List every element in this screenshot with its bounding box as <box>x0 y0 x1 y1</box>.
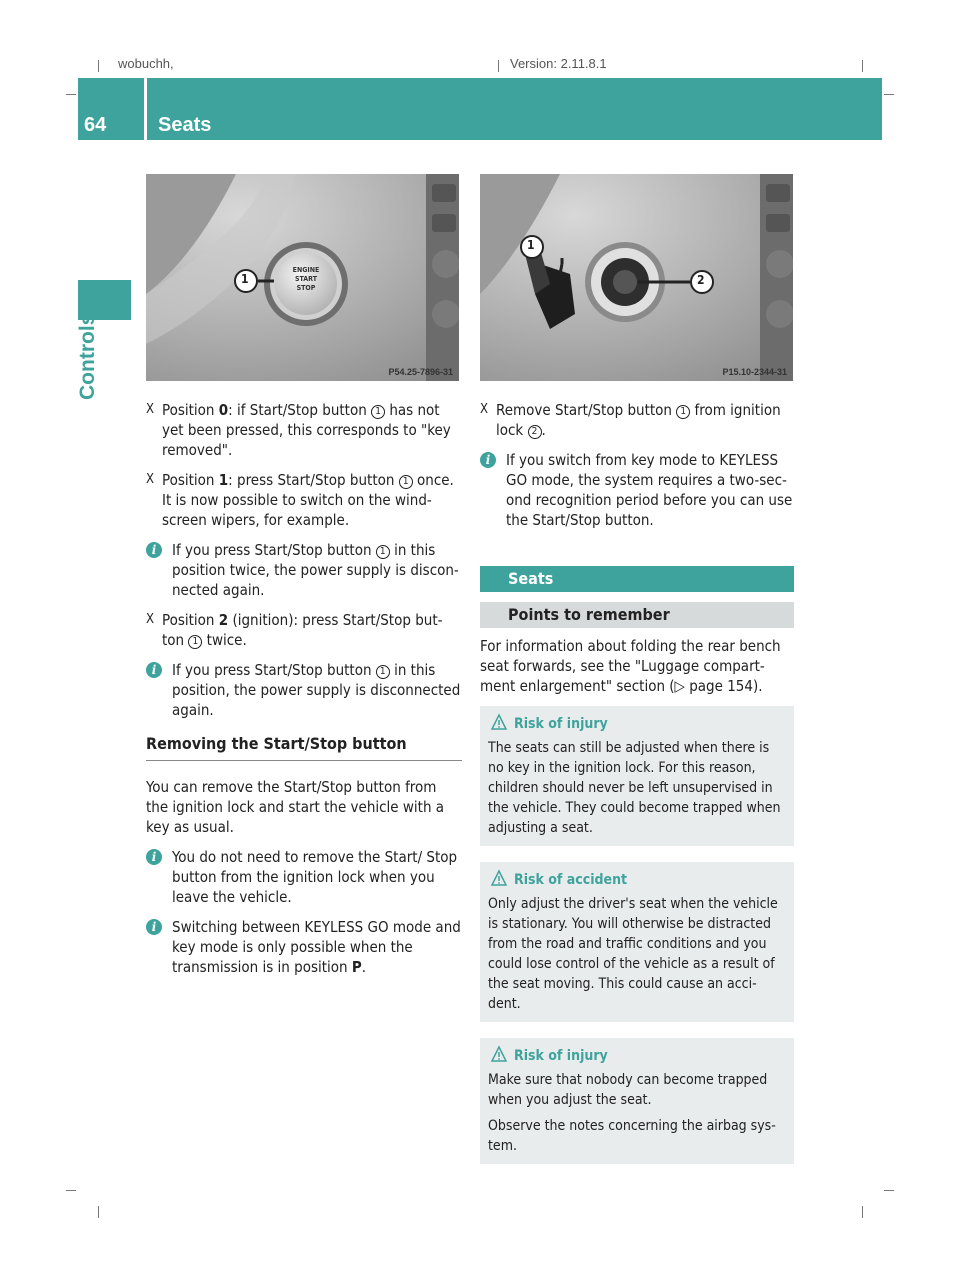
text: If you press Start/Stop button <box>172 661 376 679</box>
ignition-lock-photo <box>480 174 793 381</box>
text: . <box>361 958 367 976</box>
info-icon: i <box>146 849 162 865</box>
text: : press Start/Stop button <box>228 471 399 489</box>
callout-1-icon: 1 <box>371 405 385 419</box>
crop-mark <box>98 1206 99 1218</box>
text: If you switch from key mode to KEYLESS GO mode, the system requires a two-sec-ond recognition period before you can use the Start/Stop button. <box>506 451 793 529</box>
button-text-line: START <box>295 275 317 283</box>
right-column <box>480 400 794 1180</box>
photo-label-2: 2 <box>697 273 705 287</box>
warning-title-text: Risk of injury <box>514 716 608 732</box>
subsection-heading: Points to remember <box>480 602 794 628</box>
text: Remove Start/Stop button <box>496 401 677 419</box>
warning-title-text: Risk of accident <box>514 872 628 888</box>
crop-mark <box>862 60 863 72</box>
callout-1-icon: 1 <box>188 635 202 649</box>
info-icon: i <box>146 542 162 558</box>
callout-2-icon: 2 <box>528 425 542 439</box>
bold-text: P <box>351 958 362 976</box>
bullet-x-icon: X <box>146 472 155 487</box>
page-number: 64 <box>84 114 107 136</box>
warning-triangle-icon <box>490 713 508 731</box>
text: It is now possible to switch on the wind-screen wipers, for example. <box>162 491 432 529</box>
info-note <box>146 540 462 600</box>
info-icon: i <box>146 662 162 678</box>
text: from ignition lock <box>496 401 781 439</box>
text: twice. <box>202 631 247 649</box>
header-divider <box>144 78 147 140</box>
warning-text: Observe the notes concerning the airbag sys-tem. <box>488 1118 776 1154</box>
subheading: Removing the Start/Stop button <box>146 734 462 761</box>
left-column <box>146 400 462 987</box>
photo-code: P54.25-7896-31 <box>388 367 453 377</box>
bold-text: 2 <box>218 611 229 629</box>
instruction-step <box>146 400 462 460</box>
crop-mark <box>66 94 76 95</box>
callout-1-icon: 1 <box>399 475 413 489</box>
text: once. <box>412 471 454 489</box>
info-note <box>146 847 462 907</box>
crop-mark <box>884 94 894 95</box>
callout-1-icon: 1 <box>376 665 390 679</box>
warning-title <box>488 1046 786 1066</box>
bullet-x-icon: X <box>480 402 489 417</box>
instruction-step <box>480 400 794 440</box>
text: Position <box>162 401 219 419</box>
info-note <box>146 660 462 720</box>
crop-mark <box>66 1190 76 1191</box>
text: : if Start/Stop button <box>228 401 372 419</box>
paragraph: For information about folding the rear bench seat forwards, see the "Luggage compart-ment enlargement" section (▷ page 154). <box>480 637 781 695</box>
text: in this position, the power supply is disconnected again. <box>172 661 461 719</box>
start-stop-button-text <box>289 266 323 293</box>
start-stop-button-photo <box>146 174 459 381</box>
bullet-x-icon: X <box>146 612 155 627</box>
info-icon: i <box>480 452 496 468</box>
info-icon: i <box>146 919 162 935</box>
text: If you press Start/Stop button <box>172 541 376 559</box>
crop-mark <box>98 60 99 72</box>
callout-1-icon: 1 <box>676 405 690 419</box>
info-note <box>480 450 794 530</box>
meta-left: wobuchh, <box>118 56 174 71</box>
button-text-line: ENGINE <box>292 266 320 274</box>
section-heading-seats: Seats <box>480 566 794 592</box>
warning-triangle-icon <box>490 869 508 887</box>
instruction-step <box>146 610 462 650</box>
bold-text: 1 <box>218 471 229 489</box>
info-note <box>146 917 462 977</box>
crop-mark <box>498 60 499 72</box>
warning-text: The seats can still be adjusted when there is no key in the ignition lock. For this reason, children should never be left unsupervised in the vehicle. They could become trapped when adjusting a seat. <box>488 740 781 836</box>
warning-title <box>488 870 786 890</box>
photo-code: P15.10-2344-31 <box>722 367 787 377</box>
button-text-line: STOP <box>296 284 316 292</box>
warning-title <box>488 714 786 734</box>
warning-triangle-icon <box>490 1045 508 1063</box>
crop-mark <box>884 1190 894 1191</box>
warning-text: Make sure that nobody can become trapped when you adjust the seat. <box>488 1072 768 1108</box>
warning-box <box>480 1038 794 1164</box>
callout-1-icon: 1 <box>376 545 390 559</box>
bold-text: 0 <box>218 401 229 419</box>
text: Switching between KEYLESS GO mode and key mode is only possible when the transmission is in position <box>172 918 461 976</box>
text: (ignition): press Start/Stop but-ton <box>162 611 443 649</box>
warning-title-text: Risk of injury <box>514 1048 608 1064</box>
instruction-step <box>146 470 462 530</box>
photo-label-1: 1 <box>241 272 249 286</box>
text: You do not need to remove the Start/ Stop button from the ignition lock when you leave the vehicle. <box>172 848 458 906</box>
text: has not yet been pressed, this corresponds to "key removed". <box>162 401 451 459</box>
text: Position <box>162 471 219 489</box>
warning-box <box>480 862 794 1022</box>
text: Position <box>162 611 219 629</box>
side-label-controls: Controls <box>76 313 99 400</box>
photo-label-1: 1 <box>527 238 535 252</box>
paragraph: You can remove the Start/Stop button from the ignition lock and start the vehicle with a key as usual. <box>146 778 445 836</box>
crop-mark <box>862 1206 863 1218</box>
section-title: Seats <box>158 114 212 136</box>
meta-right: Version: 2.11.8.1 <box>510 56 607 71</box>
text: in this position twice, the power supply is discon-nected again. <box>172 541 459 599</box>
text: . <box>541 421 546 439</box>
warning-box <box>480 706 794 846</box>
warning-text: Only adjust the driver's seat when the vehicle is stationary. You will otherwise be distracted from the road and traffic conditions and you could lose control of the vehicle as a result of the seat moving. This could cause an acci-dent. <box>488 896 778 1012</box>
bullet-x-icon: X <box>146 402 155 417</box>
